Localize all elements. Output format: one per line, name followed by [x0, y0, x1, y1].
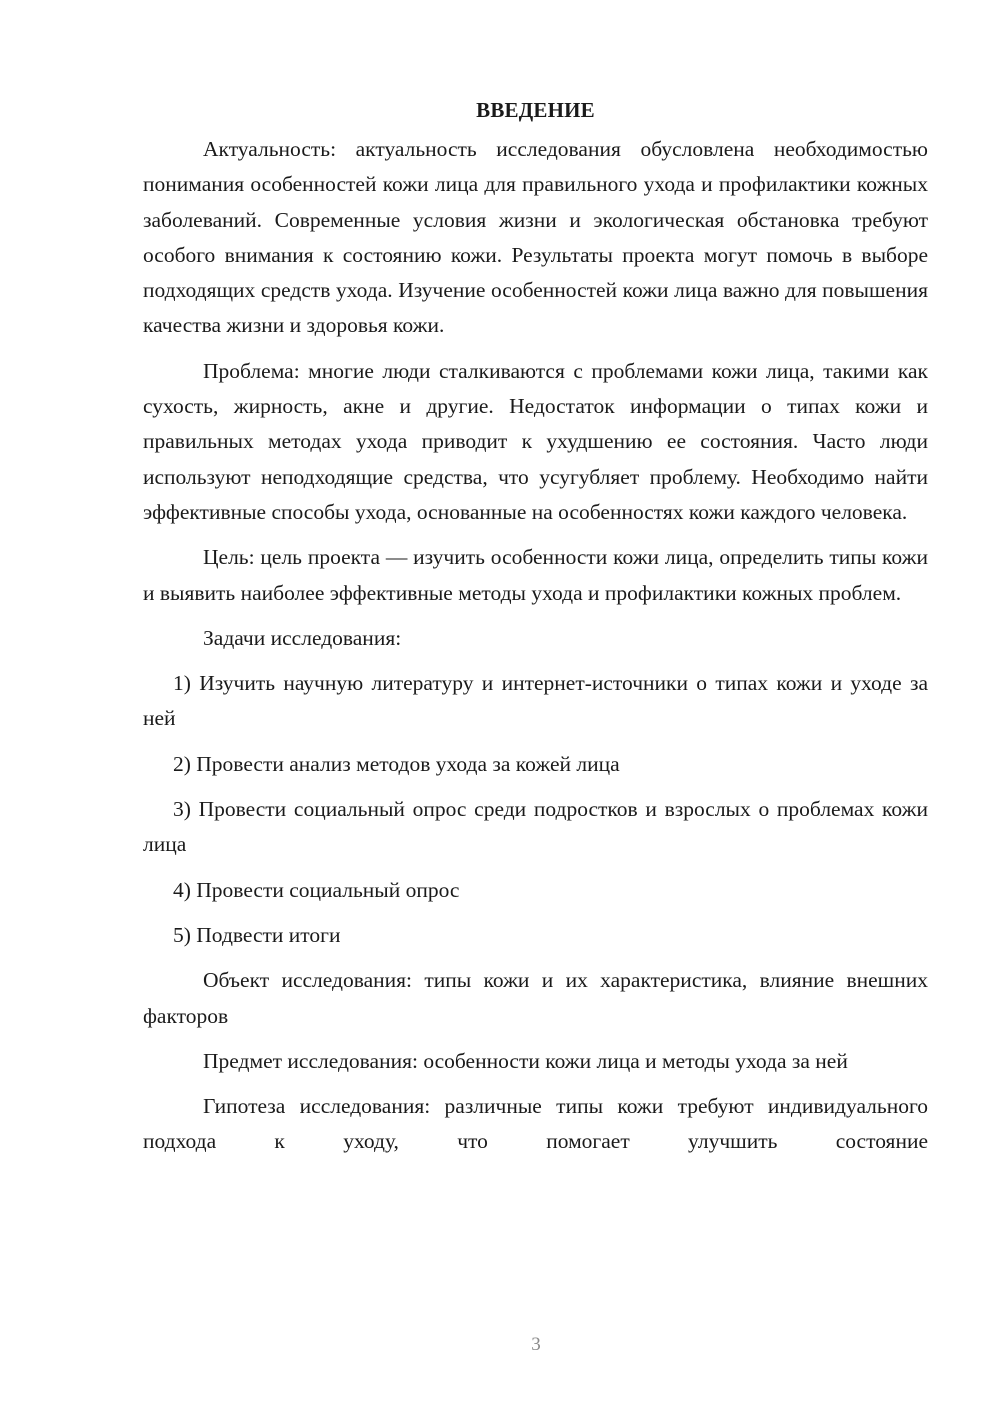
- paragraph-goal: Цель: цель проекта — изучить особенности кожи лица, определить типы кожи и выявить наиболее эффективные методы ухода и профилактики кожных проблем.: [143, 545, 928, 605]
- paragraph-subject: Предмет исследования: особенности кожи лица и методы ухода за ней: [203, 1048, 848, 1073]
- document-page: [143, 92, 928, 1170]
- page-title: ВВЕДЕНИЕ: [476, 98, 595, 122]
- paragraph-object: Объект исследования: типы кожи и их характеристика, влияние внешних факторов: [143, 968, 928, 1028]
- paragraph-problem: Проблема: многие люди сталкиваются с проблемами кожи лица, такими как сухость, жирность, акне и другие. Недостаток информации о типах кожи и правильных методах ухода приводит к ухудшению ее состояния. Часто люди используют неподходящие средства, что усугубляет проблему. Необходимо найти эффективные способы ухода, основанные на особенностях кожи каждого человека.: [143, 358, 928, 524]
- task-item: 1) Изучить научную литературу и интернет-источники о типах кожи и уходе за ней: [143, 671, 928, 731]
- task-item: 3) Провести социальный опрос среди подростков и взрослых о проблемах кожи лица: [143, 797, 928, 857]
- task-item: 4) Провести социальный опрос: [173, 877, 460, 902]
- page-number: 3: [531, 1334, 541, 1355]
- task-item: 2) Провести анализ методов ухода за кожей лица: [173, 751, 620, 776]
- paragraph-hypothesis: Гипотеза исследования: различные типы кожи требуют индивидуального подхода к уходу, что помогает улучшить состояние: [143, 1094, 928, 1154]
- paragraph-tasks-heading: Задачи исследования:: [203, 625, 402, 650]
- task-item: 5) Подвести итоги: [173, 922, 341, 947]
- paragraph-relevance: Актуальность: актуальность исследования обусловлена необходимостью понимания особенностей кожи лица для правильного ухода и профилактики кожных заболеваний. Современные условия жизни и экологическая обстановка требуют особого внимания к состоянию кожи. Результаты проекта могут помочь в выборе подходящих средств ухода. Изучение особенностей кожи лица важно для повышения качества жизни и здоровья кожи.: [143, 137, 928, 338]
